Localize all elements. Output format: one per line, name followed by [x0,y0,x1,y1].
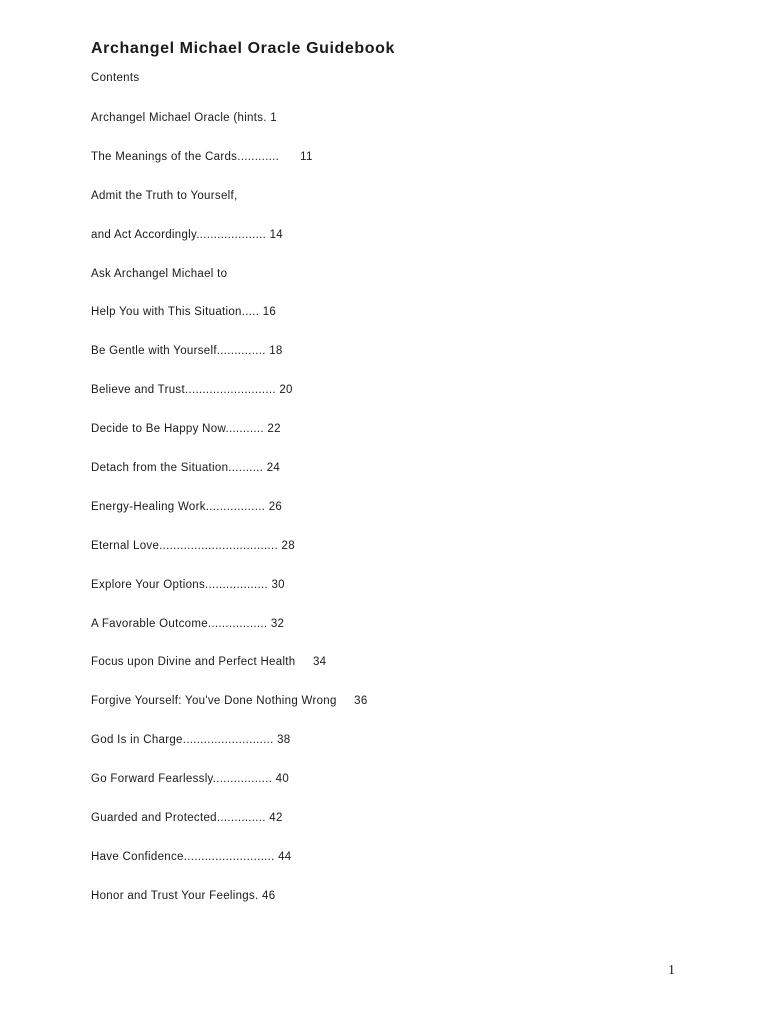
toc-entry: and Act Accordingly.................... 14 [91,228,284,241]
toc-entry: Explore Your Options.................. 30 [91,578,285,591]
document-title: Archangel Michael Oracle Guidebook [91,40,396,57]
toc-entry: The Meanings of the Cards............ 11 [91,150,313,163]
contents-heading: Contents [91,72,140,84]
toc-entry: God Is in Charge.......................... 38 [91,734,291,747]
page-number: 1 [668,963,675,978]
toc-entry: Archangel Michael Oracle (hints. 1 [91,112,277,124]
table-of-contents [91,111,368,928]
toc-entry: Honor and Trust Your Feelings. 46 [91,889,276,902]
toc-entry: Admit the Truth to Yourself, [91,189,238,202]
toc-entry: Go Forward Fearlessly................. 40 [91,773,290,786]
toc-entry: Guarded and Protected.............. 42 [91,812,283,825]
toc-entry: Detach from the Situation.......... 24 [91,462,281,475]
toc-entry: Forgive Yourself: You've Done Nothing Wrong 36 [91,695,368,708]
toc-entry: Be Gentle with Yourself.............. 18 [91,345,283,358]
toc-entry: Focus upon Divine and Perfect Health 34 [91,656,327,669]
toc-entry: Have Confidence.......................... 44 [91,850,292,863]
toc-entry: Believe and Trust.......................... 20 [91,384,293,397]
toc-entry: A Favorable Outcome................. 32 [91,617,285,630]
toc-entry: Eternal Love.................................. 28 [91,539,295,552]
toc-entry: Decide to Be Happy Now........... 22 [91,423,281,436]
toc-entry: Ask Archangel Michael to [91,267,228,280]
toc-entry: Energy-Healing Work................. 26 [91,500,283,513]
toc-entry: Help You with This Situation..... 16 [91,306,277,319]
